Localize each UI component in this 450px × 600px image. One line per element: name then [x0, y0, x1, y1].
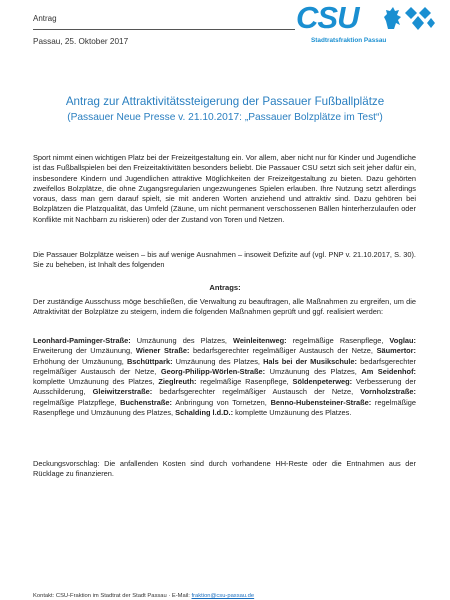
measure-action: Umzäunung des Platzes,	[265, 366, 362, 376]
measures-paragraph	[33, 336, 416, 418]
header-divider	[33, 29, 295, 30]
antrag-heading: Antrags:	[209, 283, 241, 292]
measure-action: bedarfsgerechter regelmäßiger Austausch der Netze,	[152, 387, 361, 397]
logo-subtitle: Stadtratsfraktion Passau	[311, 37, 387, 44]
measure-action: Umzäunung des Platzes,	[172, 356, 264, 366]
measure-action: regelmäßige Platzpflege,	[33, 397, 121, 407]
intro-paragraph: Sport nimmt einen wichtigen Platz bei der Freizeitgestaltung ein. Vor allem, aber nicht nur für Kinder und Jugendliche ist das Fußballspielen bei den Freizeitaktivitäten besonders beliebt. Die Passauer CSU setzt sich seit jeher dafür ein, insbesondere Kindern und Jugendlichen attraktive Möglichkeiten der Freizeitgestaltung zu bieten. Dazu gehörten zweifellos Bolzplätze, die ohne Zugangsregularien ungezwungenes Spielen erlauben. Ihre Nutzung setzt allerdings voraus, dass man gern darauf spielt, sie mit anderen Worten anziehend und attraktiv sind. Dazu gehören bei Bolzplätzen die Platzqualität, das Umfeld (Zäune, um nicht permanent verschossenen Bällen hinterherzulaufen oder Konflikte mit Nachbarn zu riskieren) oder der Zustand von Toren und Netzen.	[33, 153, 416, 224]
lion-icon	[382, 5, 404, 31]
measure-action: komplette Umzäunung des Platzes.	[233, 408, 352, 418]
measure-place: Benno-Hubensteiner-Straße:	[270, 397, 372, 407]
measure-action: Erweiterung der Umzäunung,	[33, 346, 136, 356]
measure-place: Söldenpeterweg:	[292, 377, 353, 387]
measure-place: Georg-Philipp-Wörlen-Straße:	[160, 366, 266, 376]
document-type-label: Antrag	[33, 14, 57, 23]
measure-action: komplette Umzäunung des Platzes,	[33, 377, 159, 387]
csu-logo	[296, 0, 436, 49]
request-paragraph: Der zuständige Ausschuss möge beschließen, die Verwaltung zu beauftragen, alle Maßnahmen zu ergreifen, um die Attraktivität der Bolzplätze zu steigern, indem die folgenden Maßnahmen geprüft und ggf. realisiert werden:	[33, 297, 416, 317]
document-date: Passau, 25. Oktober 2017	[33, 37, 129, 46]
measure-place: Voglau:	[389, 336, 416, 345]
document-subtitle: (Passauer Neue Presse v. 21.10.2017: „Passauer Bolzplätze im Test“)	[67, 112, 383, 123]
measure-action: Anbringung von Tornetzen,	[171, 397, 271, 407]
measure-place: Hals bei der Musikschule:	[263, 356, 357, 366]
measure-place: Leonhard-Paminger-Straße:	[33, 336, 131, 345]
measure-action: regelmäßige Rasenpflege,	[286, 336, 390, 345]
measure-place: Säumertor:	[376, 346, 417, 356]
footer-contact	[33, 593, 254, 599]
measure-place: Vornholzstraße:	[360, 387, 416, 397]
measure-place: Schalding l.d.D.:	[175, 408, 234, 418]
measure-place: Wiener Straße:	[135, 346, 190, 356]
measure-place: Buchenstraße:	[120, 397, 172, 407]
measure-action: Umzäunung des Platzes,	[130, 336, 233, 345]
measure-place: Am Seidenhof:	[361, 366, 416, 376]
footer-text: Kontakt: CSU-Fraktion im Stadtrat der Stadt Passau · E-Mail:	[33, 593, 192, 599]
measure-place: Gleiwitzerstraße:	[92, 387, 153, 397]
measure-action: bedarfsgerechter regelmäßiger Austausch der Netze,	[189, 346, 377, 356]
deficit-paragraph: Die Passauer Bolzplätze weisen – bis auf wenige Ausnahmen – insoweit Defizite auf (vgl. PNP v. 21.10.2017, S. 30). Sie zu beheben, ist Inhalt des folgenden	[33, 250, 416, 270]
logo-wordmark: CSU	[296, 0, 359, 35]
document-title: Antrag zur Attraktivitätssteigerung der Passauer Fußballplätze	[65, 95, 385, 108]
measure-action: regelmäßige Rasenpflege und Umzäunung des Platzes,	[33, 397, 416, 418]
measure-place: Weinleitenweg:	[232, 336, 287, 345]
footer-email-link[interactable]: fraktion@csu-passau.de	[191, 593, 255, 599]
funding-paragraph: Deckungsvorschlag: Die anfallenden Kosten sind durch vorhandene HH-Reste oder die Entnahmen aus der Rücklage zu finanzieren.	[33, 459, 416, 479]
measure-place: Bschüttpark:	[126, 356, 173, 366]
measure-action: regelmäßige Rasenpflege,	[196, 377, 293, 387]
bavarian-diamonds-icon	[403, 6, 435, 32]
measure-action: Erhöhung der Umzäunung,	[33, 356, 127, 366]
measure-action: bedarfsgerechter regelmäßiger Austausch der Netze,	[33, 356, 416, 376]
measure-place: Zieglreuth:	[158, 377, 197, 387]
measure-action: Verbesserung der Ausschilderung,	[33, 377, 416, 397]
